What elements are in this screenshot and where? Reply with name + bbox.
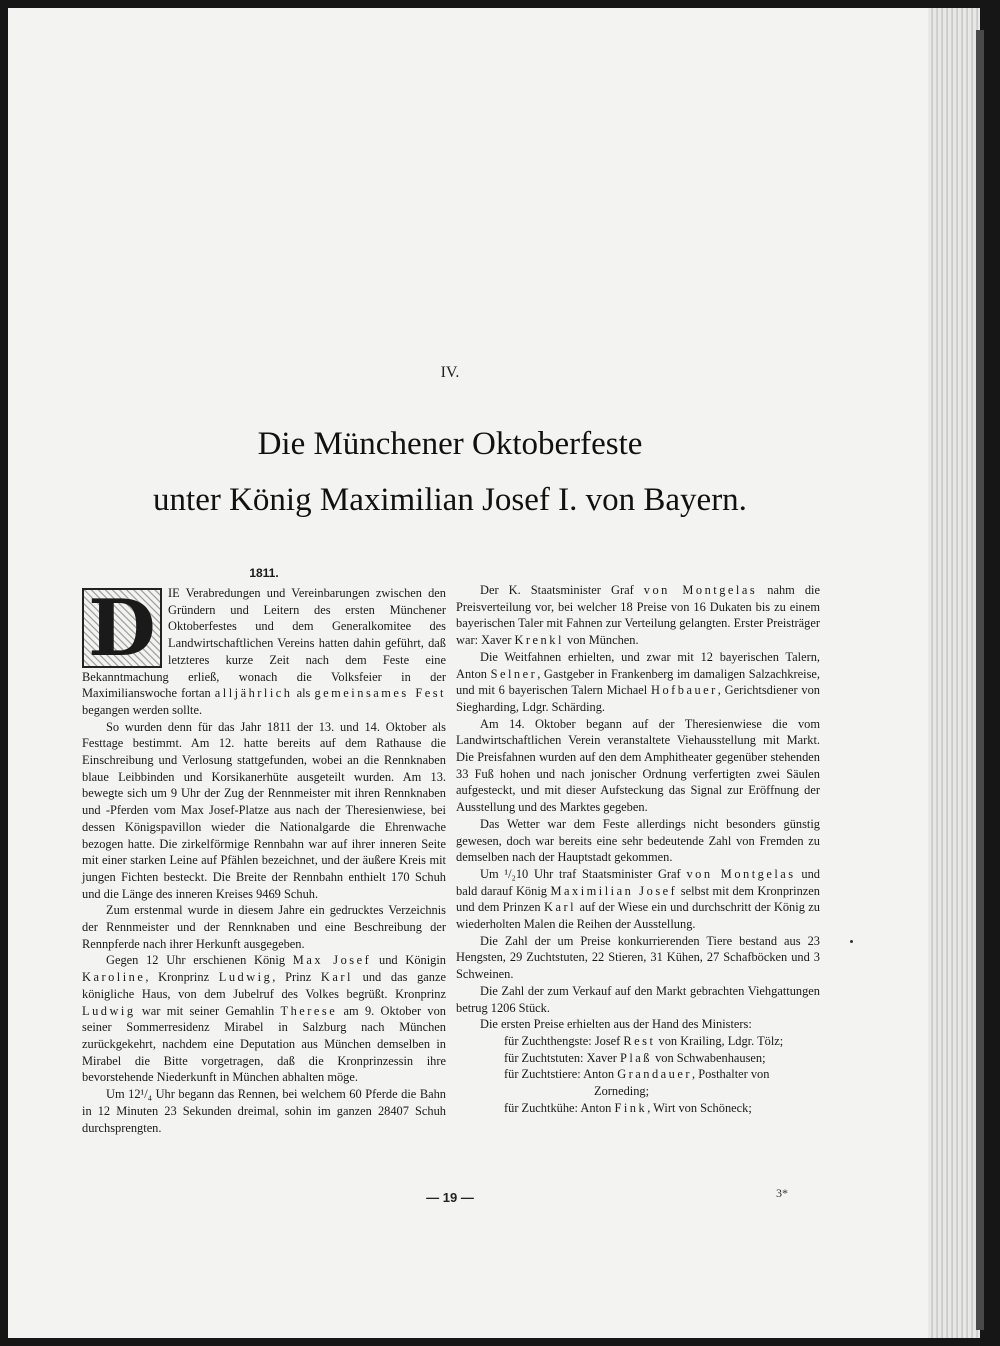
year-heading: 1811. <box>249 566 279 580</box>
paragraph: Am 14. Oktober begann auf der Theresienwiese die vom Landwirtschaftlichen Verein veranstaltete Viehausstellung mit Markt. Die Preisfahnen wurden auf den dem Amphitheater gegenüber stehenden 33 Fuß hohen und nach jonischer Ordnung verfertigten zwei Säulen aufgesteckt, und mit dieser Aufsteckung das Signal zur Eröffnung der Ausstellung und des Marktes gegeben. <box>456 716 820 815</box>
text: Um ¹/₂10 Uhr traf Staatsminister Graf <box>480 866 687 881</box>
emphasis: von Montgelas <box>686 866 796 881</box>
paragraph: Die Zahl der zum Verkauf auf den Markt gebrachten Viehgattungen betrug 1206 Stück. <box>456 983 820 1015</box>
emphasis: Rest <box>623 1033 656 1048</box>
text: nahm die Preisverteilung vor, bei welcher 18 Preise von 16 Dukaten bis zu einem bayerischen Taler mit Fahnen zur Verteilung gelangten. Erster Preisträger war: Xaver <box>456 583 820 648</box>
emphasis: Plaß <box>619 1050 652 1065</box>
paragraph <box>456 866 820 933</box>
text: von Krailing, Ldgr. Tölz; <box>655 1033 784 1048</box>
right-column <box>456 582 820 1117</box>
text: und Königin <box>371 953 446 968</box>
signature-mark: 3* <box>776 1186 788 1200</box>
paragraph: Die Zahl der um Preise konkurrierenden Tiere bestand aus 23 Hengsten, 29 Zuchtstuten, 22 Stieren, 31 Kühen, 27 Schafböcken und 3 Schweinen. <box>456 933 820 982</box>
text: , Prinz <box>272 970 321 985</box>
text: , Wirt von Schöneck; <box>647 1100 752 1115</box>
initial-letter: D <box>88 583 156 674</box>
book-page <box>8 8 932 1338</box>
text: für Zuchthengste: Josef <box>504 1033 624 1048</box>
book-cover-edge <box>976 30 984 1330</box>
text: von München. <box>563 633 639 648</box>
text: für Zuchtstuten: Xaver <box>504 1050 620 1065</box>
text: IE Verabredungen und Vereinbarungen zwischen den Gründern und Leitern des ersten Münchener Oktoberfestes und dem Generalkomitee des Landwirtschaftlichen Vereins hatten dahin geführt, daß letzteres kurze Zeit nach dem Feste eine Bekanntmachung erließ, wonach die Volksfeier in der Maximilianswoche fortan <box>82 586 446 701</box>
paragraph <box>456 649 820 716</box>
paragraph <box>456 582 820 649</box>
prize-list-continuation: Zorneding; <box>594 1084 650 1099</box>
paragraph: Die ersten Preise erhielten aus der Hand des Ministers: <box>480 1017 752 1032</box>
emphasis: gemeinsames Fest <box>314 686 446 701</box>
prize-list-item <box>456 1033 820 1050</box>
text: Gegen 12 Uhr erschienen König <box>106 953 293 968</box>
paragraph: Das Wetter war dem Feste allerdings nicht besonders günstig gewesen, doch war bereits eine sehr bedeutende Zahl von Fremden zu demselben nach der Hauptstadt gekommen. <box>456 816 820 865</box>
text: selbst mit dem Kronprinzen und dem Prinzen <box>456 883 821 915</box>
page-stack-edge <box>928 8 980 1338</box>
paragraph <box>82 585 446 719</box>
emphasis: Maximilian Josef <box>550 883 678 898</box>
paragraph: Zum erstenmal wurde in diesem Jahre ein gedrucktes Verzeichnis der Rennmeister und der Rennknaben und eine Beschreibung der Rennpferde nach ihrer Herkunft ausgegeben. <box>82 903 446 951</box>
emphasis: Max Josef <box>292 953 372 968</box>
text: Der K. Staatsminister Graf <box>480 583 644 597</box>
text: Die Weitfahnen erhielten, und zwar mit 12 bayerischen Talern, Anton <box>456 649 820 681</box>
emphasis: Karl <box>544 900 577 915</box>
text: , Kronprinz <box>145 970 219 985</box>
chapter-number: IV. <box>440 364 460 381</box>
emphasis: Ludwig <box>218 970 273 985</box>
text: und das ganze königliche Haus, von dem Jubelruf des Volkes begrüßt. Kronprinz <box>82 970 446 1001</box>
ornamental-initial <box>82 583 162 674</box>
text: und bald darauf König <box>456 866 820 898</box>
text: war mit seiner Gemahlin <box>135 1003 281 1018</box>
text: begangen werden sollte. <box>82 702 203 717</box>
emphasis: von Montgelas <box>643 583 758 597</box>
prize-list-item <box>456 1100 820 1117</box>
text: , Gerichtsdiener von Siegharding, Ldgr. Schärding. <box>456 683 820 714</box>
emphasis: Ludwig <box>82 1003 136 1018</box>
text: , Posthalter von <box>692 1067 770 1082</box>
text: für Zuchtstiere: Anton <box>504 1067 618 1082</box>
chapter-title-line-1: Die Münchener Oktoberfeste <box>257 426 643 462</box>
paragraph <box>82 952 446 1086</box>
emphasis: Grandauer <box>617 1067 693 1082</box>
emphasis: Selner <box>490 666 538 681</box>
emphasis: Karl <box>320 970 353 985</box>
scan-speck <box>850 940 853 943</box>
text: für Zuchtkühe: Anton <box>504 1100 615 1115</box>
prize-list-item <box>456 1050 820 1067</box>
emphasis: Hofbauer <box>651 683 718 698</box>
left-column <box>82 565 446 1136</box>
text: auf der Wiese ein und durchschritt der König zu wiederholten Malen die Reihen der Ausstellung. <box>456 900 820 932</box>
emphasis: Therese <box>280 1003 338 1018</box>
chapter-title-line-2: unter König Maximilian Josef I. von Bayern. <box>153 482 747 518</box>
emphasis: Karoline <box>82 970 146 985</box>
paragraph: So wurden denn für das Jahr 1811 der 13. und 14. Oktober als Festtage bestimmt. Am 12. hatte bereits auf dem Rathause die Einschreibung und Verlosung stattgefunden, wobei an die Rennknaben blaue Leibbinden und Korsikanerhüte ausgeteilt wurden. Am 13. bewegte sich um 9 Uhr der Zug der Rennmeister mit ihren Rennknaben und -Pferden vom Max Josef-Platze aus nach der Theresienwiese, bei dessen Königspavillon wieder die Nationalgarde die Ehrenwache bezogen hatte. Die zirkelförmige Rennbahn war auf ihrer inneren Seite mit einer starken Leine auf Pfählen bezeichnet, und der äußere Kreis mit jungen Fichten besteckt. Die Breite der Rennbahn enthielt 170 Schuh und die Länge des inneren Kreises 9469 Schuh. <box>82 719 446 901</box>
text: am 9. Oktober von seiner Sommerresidenz Mirabel in Salzburg nach München zurückgekehrt, nachdem eine Deputation aus München demselben in Mirabel die Bitte vorgetragen, daß die Kronprinzessin ihre bevorstehende Niederkunft in München abhalten möge. <box>82 1003 446 1085</box>
emphasis: alljährlich <box>214 686 293 701</box>
emphasis: Krenkl <box>514 633 564 648</box>
prize-list-item <box>456 1066 820 1083</box>
text: als <box>292 686 315 701</box>
emphasis: Fink <box>614 1100 648 1115</box>
text: von Schwabenhausen; <box>651 1050 766 1065</box>
text: , Gastgeber in Frankenberg im damaligen Salzachkreise, und mit 6 bayerischen Talern Michael <box>456 666 821 698</box>
paragraph: Um 12¹/₄ Uhr begann das Rennen, bei welchem 60 Pferde die Bahn in 12 Minuten 23 Sekunden dreimal, sohin im ganzen 28407 Schuh durchsprengten. <box>82 1087 446 1135</box>
page-number: — 19 — <box>426 1190 474 1205</box>
